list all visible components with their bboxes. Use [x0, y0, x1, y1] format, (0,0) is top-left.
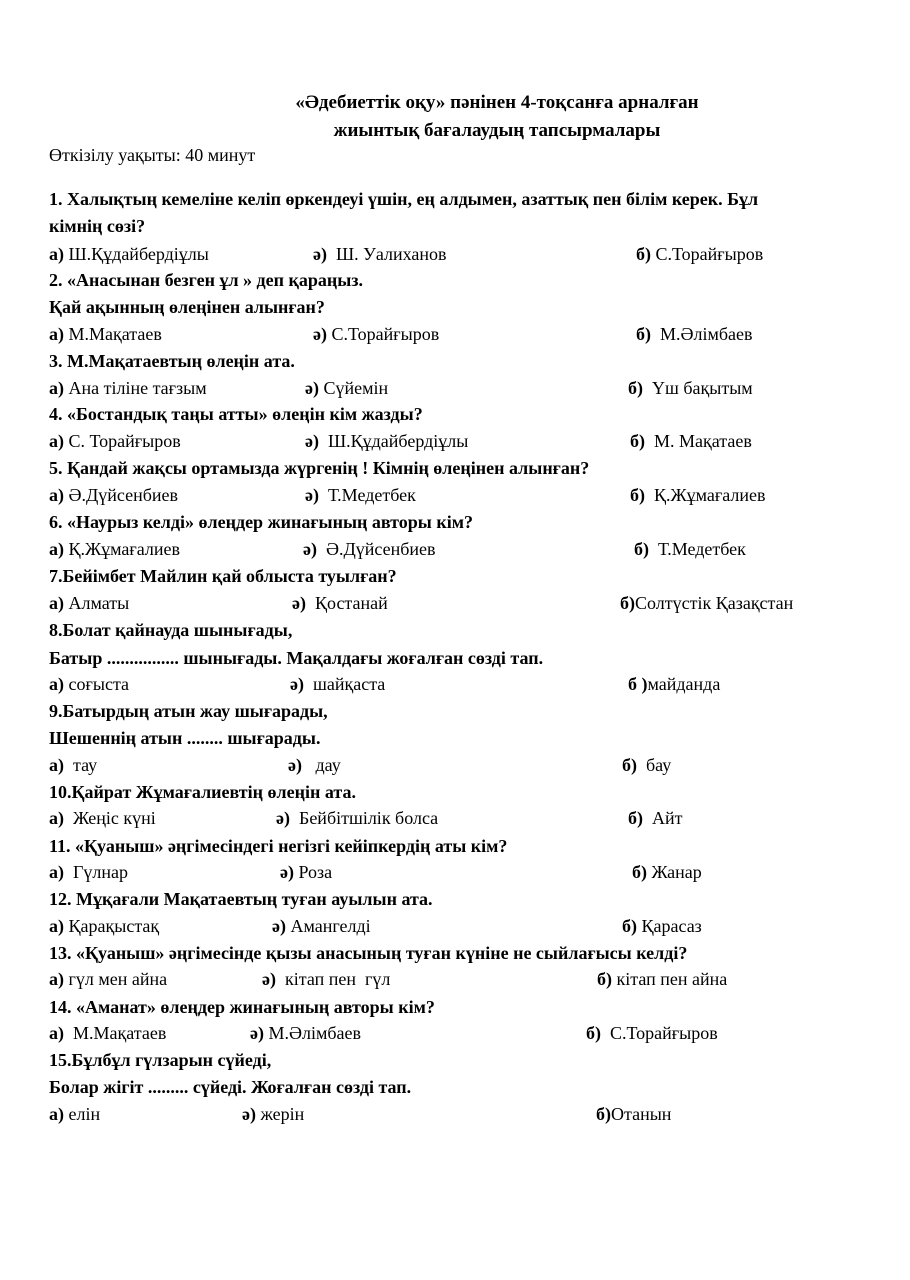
question-7-text: 7.Бейімбет Майлин қай облыста туылған?	[49, 566, 397, 586]
option-letter: ә)	[280, 862, 294, 882]
question-3-text: 3. М.Мақатаевтың өлеңін ата.	[49, 351, 295, 371]
option-text: соғыста	[64, 674, 130, 694]
duration-text: Өткізілу уақыты: 40 минут	[49, 145, 256, 165]
question-6-text: 6. «Наурыз келді» өлеңдер жинағының авторы кім?	[49, 512, 473, 532]
option-text: С.Торайғыров	[651, 244, 764, 264]
option-letter: б)	[628, 378, 643, 398]
question-11-option	[280, 861, 332, 883]
option-letter: ә)	[305, 378, 319, 398]
option-text: М.Мақатаев	[64, 324, 162, 344]
question-5-option	[630, 484, 766, 506]
question-4-option	[305, 430, 468, 452]
question-14-option	[49, 1022, 166, 1044]
option-text: С.Торайғыров	[601, 1023, 718, 1043]
question-1-option	[313, 243, 447, 265]
question-8-text: Батыр ................ шынығады. Мақалдағы жоғалған сөзді тап.	[49, 648, 544, 668]
question-4-option	[630, 430, 752, 452]
question-6-option	[634, 538, 746, 560]
question-13-option	[597, 968, 727, 990]
option-letter: а)	[49, 1104, 64, 1124]
option-text: бау	[637, 755, 672, 775]
option-text: Ә.Дүйсенбиев	[316, 539, 436, 559]
option-letter: а)	[49, 969, 64, 989]
option-letter: а)	[49, 378, 64, 398]
question-10-text: 10.Қайрат Жұмағалиевтің өлеңін ата.	[49, 782, 356, 802]
option-letter: а)	[49, 755, 64, 775]
option-letter: а)	[49, 916, 64, 936]
option-text: Ш.Құдайбердіұлы	[64, 244, 209, 264]
option-letter: б)	[630, 485, 645, 505]
option-text: С.Торайғыров	[326, 324, 440, 344]
question-5-text: 5. Қандай жақсы ортамызда жүргенің ! Кімнің өлеңінен алынған?	[49, 458, 590, 478]
question-12-option	[49, 915, 159, 937]
option-text: Гүлнар	[64, 862, 129, 882]
question-12-option	[622, 915, 702, 937]
question-1-text: кімнің сөзі?	[49, 216, 146, 236]
option-letter: а)	[49, 808, 64, 828]
option-letter: ә)	[313, 244, 327, 264]
question-7-option	[292, 592, 388, 614]
option-letter: б)	[597, 969, 612, 989]
option-letter: а)	[49, 862, 64, 882]
option-text: Жанар	[647, 862, 702, 882]
option-text: М.Мақатаев	[64, 1023, 167, 1043]
option-letter: б)	[628, 808, 643, 828]
option-text: кітап пен айна	[612, 969, 728, 989]
option-text: елін	[64, 1104, 101, 1124]
option-letter: а)	[49, 593, 64, 613]
question-7-option	[49, 592, 129, 614]
question-4-text: 4. «Бостандық таңы атты» өлеңін кім жазды?	[49, 404, 423, 424]
option-letter: ә)	[242, 1104, 256, 1124]
question-15-option	[596, 1103, 671, 1125]
question-9-text: Шешеннің атын ........ шығарады.	[49, 728, 321, 748]
question-8-option	[628, 673, 720, 695]
option-letter: а)	[49, 674, 64, 694]
option-letter: а)	[49, 431, 64, 451]
option-letter: б)	[596, 1104, 611, 1124]
option-letter: ә)	[272, 916, 286, 936]
option-letter: а)	[49, 485, 64, 505]
question-11-option	[632, 861, 702, 883]
question-1-option	[49, 243, 209, 265]
option-text: Солтүстік Қазақстан	[635, 593, 794, 613]
question-9-option	[288, 754, 341, 776]
option-text: Қостанай	[305, 593, 388, 613]
question-5-option	[49, 484, 178, 506]
option-text: М. Мақатаев	[645, 431, 752, 451]
option-letter: ә)	[250, 1023, 264, 1043]
question-8-option	[49, 673, 129, 695]
option-text: Отанын	[611, 1104, 672, 1124]
question-3-option	[305, 377, 388, 399]
option-text: Қ.Жұмағалиев	[64, 539, 181, 559]
question-9-option	[622, 754, 671, 776]
option-letter: ә)	[262, 969, 276, 989]
question-3-option	[628, 377, 753, 399]
option-text: Ә.Дүйсенбиев	[64, 485, 179, 505]
option-text: Сүйемін	[318, 378, 389, 398]
option-letter: б)	[636, 244, 651, 264]
option-text: Қарақыстақ	[64, 916, 160, 936]
question-2-text: Қай ақынның өлеңінен алынған?	[49, 297, 325, 317]
question-14-option	[250, 1022, 361, 1044]
question-1-text: 1. Халықтың кемеліне келіп өркендеуі үшін, ең алдымен, азаттық пен білім керек. Бұл	[49, 189, 759, 209]
question-14-text: 14. «Аманат» өлеңдер жинағының авторы кім?	[49, 997, 435, 1017]
option-letter: б)	[622, 755, 637, 775]
option-text: жерін	[255, 1104, 305, 1124]
option-letter: ә)	[292, 593, 306, 613]
option-letter: б)	[630, 431, 645, 451]
option-letter: б)	[620, 593, 635, 613]
question-7-option	[620, 592, 793, 614]
option-letter: б)	[586, 1023, 601, 1043]
option-text: Т.Медетбек	[649, 539, 746, 559]
option-letter: а)	[49, 324, 64, 344]
option-text: гүл мен айна	[64, 969, 168, 989]
question-9-text: 9.Батырдың атын жау шығарады,	[49, 701, 328, 721]
option-text: М.Әлімбаев	[651, 324, 753, 344]
question-2-option	[636, 323, 753, 345]
option-text: кітап пен гүл	[275, 969, 391, 989]
question-6-option	[49, 538, 180, 560]
question-13-option	[262, 968, 390, 990]
option-letter: ә)	[276, 808, 290, 828]
question-3-option	[49, 377, 207, 399]
question-13-option	[49, 968, 167, 990]
question-5-option	[305, 484, 416, 506]
question-10-option	[628, 807, 683, 829]
option-text: Қарасаз	[637, 916, 702, 936]
option-text: Айт	[643, 808, 683, 828]
option-letter: ә)	[290, 674, 304, 694]
option-text: Т.Медетбек	[318, 485, 416, 505]
option-text: Роза	[293, 862, 333, 882]
option-letter: ә)	[303, 539, 317, 559]
question-11-option	[49, 861, 128, 883]
question-15-text: Болар жігіт ......... сүйеді. Жоғалған сөзді тап.	[49, 1077, 412, 1097]
option-letter: а)	[49, 244, 64, 264]
question-15-option	[242, 1103, 304, 1125]
question-11-text: 11. «Қуаныш» әңгімесіндегі негізгі кейіпкердің аты кім?	[49, 836, 508, 856]
option-text: Амангелді	[285, 916, 371, 936]
question-9-option	[49, 754, 97, 776]
option-letter: а)	[49, 1023, 64, 1043]
option-text: Ана тіліне тағзым	[64, 378, 207, 398]
option-letter: б)	[632, 862, 647, 882]
option-letter: б)	[636, 324, 651, 344]
question-13-text: 13. «Қуаныш» әңгімесінде қызы анасының туған күніне не сыйлағысы келді?	[49, 943, 688, 963]
question-2-text: 2. «Анасынан безген ұл » деп қараңыз.	[49, 270, 364, 290]
question-12-option	[272, 915, 371, 937]
option-letter: ә)	[313, 324, 327, 344]
option-text: Жеңіс күні	[64, 808, 156, 828]
question-8-text: 8.Болат қайнауда шынығады,	[49, 620, 293, 640]
option-letter: ә)	[288, 755, 302, 775]
question-2-option	[49, 323, 162, 345]
title-line-1: «Әдебиеттік оқу» пәнінен 4-тоқсанға арналған	[295, 92, 699, 113]
option-text: Бейбітшілік болса	[289, 808, 439, 828]
option-letter: ә)	[305, 431, 319, 451]
option-text: шайқаста	[303, 674, 386, 694]
option-text: Үш бақытым	[643, 378, 753, 398]
option-text: дау	[301, 755, 341, 775]
question-15-option	[49, 1103, 100, 1125]
option-letter: б )	[628, 674, 648, 694]
question-2-option	[313, 323, 439, 345]
option-text: майданда	[647, 674, 721, 694]
option-letter: б)	[634, 539, 649, 559]
question-4-option	[49, 430, 181, 452]
option-text: Қ.Жұмағалиев	[645, 485, 766, 505]
option-text: Алматы	[64, 593, 130, 613]
option-text: Ш. Уалиханов	[326, 244, 447, 264]
question-10-option	[49, 807, 156, 829]
option-text: С. Торайғыров	[64, 431, 181, 451]
question-14-option	[586, 1022, 718, 1044]
option-text: М.Әлімбаев	[263, 1023, 361, 1043]
question-8-option	[290, 673, 385, 695]
question-10-option	[276, 807, 438, 829]
question-12-text: 12. Мұқағали Мақатаевтың туған ауылын ата.	[49, 889, 433, 909]
option-letter: б)	[622, 916, 637, 936]
question-6-option	[303, 538, 436, 560]
option-letter: а)	[49, 539, 64, 559]
question-1-option	[636, 243, 763, 265]
question-15-text: 15.Бұлбұл гүлзарын сүйеді,	[49, 1050, 272, 1070]
title-line-2: жиынтық бағалаудың тапсырмалары	[333, 120, 661, 141]
option-letter: ә)	[305, 485, 319, 505]
option-text: тау	[64, 755, 98, 775]
option-text: Ш.Құдайбердіұлы	[318, 431, 469, 451]
